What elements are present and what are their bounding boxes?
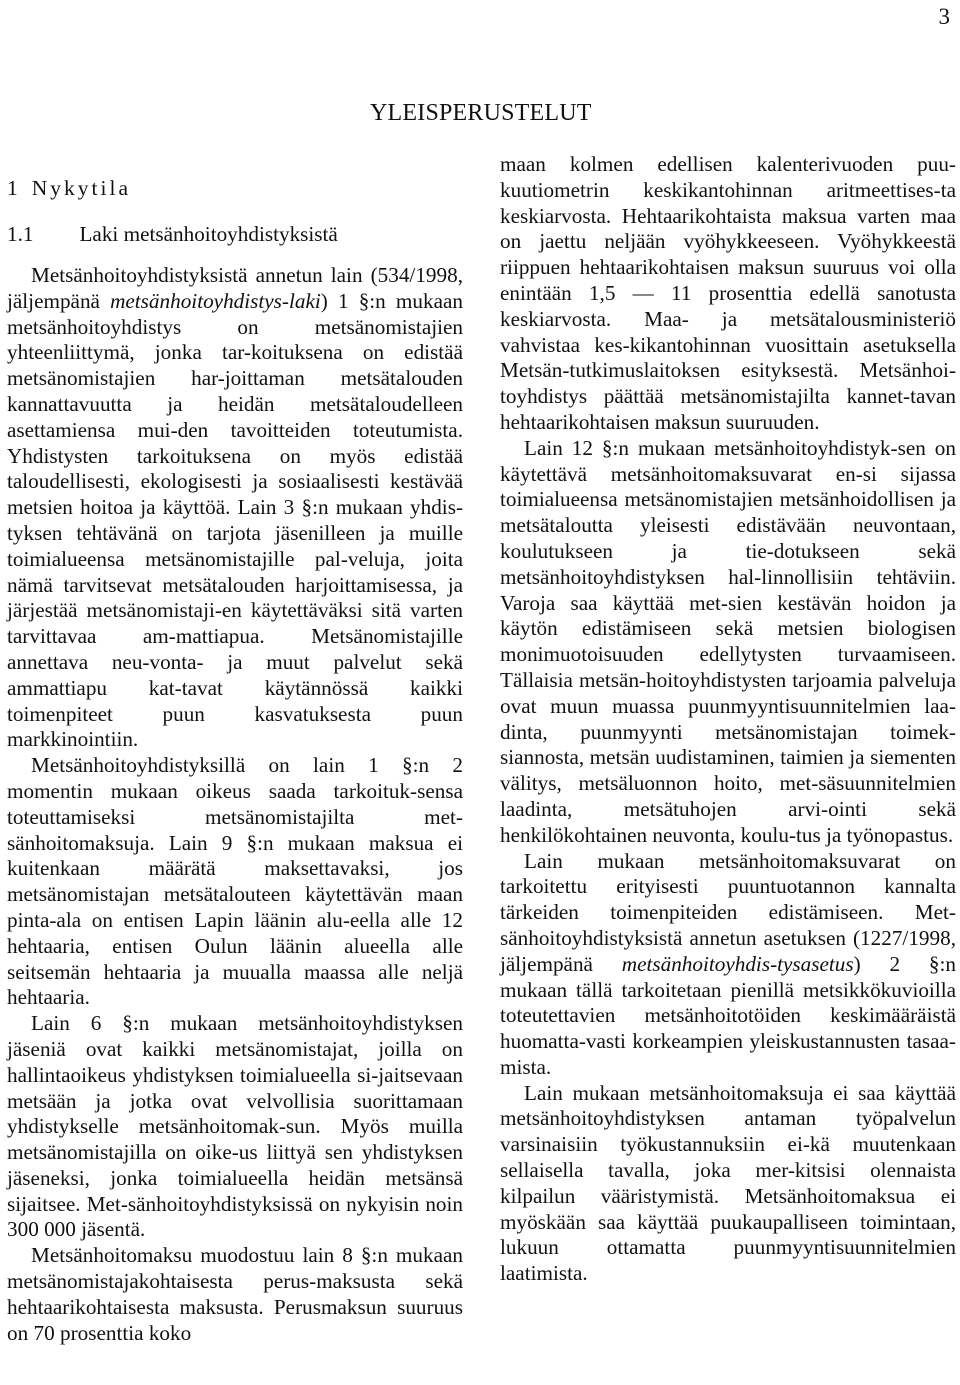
paragraph xyxy=(500,849,956,1081)
paragraph: maan kolmen edellisen kalenterivuoden puu-kuutiometrin keskikantohinnan aritmeettises-ta keskiarvosta. Hehtaarikohtaista maksua varten maa on jaettu neljään vyöhykkeeseen. Vyöhykkeestä riippuen hehtaarikohtaisen maksun suuruus voi olla enintään 1,5 — 11 prosenttia edellä sanotusta keskiarvosta. Maa- ja metsätalousministeriö vahvistaa kes-kikantohinnan vuosittain asetuksella Metsän-tutkimuslaitoksen esityksestä. Metsänhoi-toyhdistys päättää metsänomistajilta kannet-tavan hehtaarikohtaisen maksun suuruuden. xyxy=(500,152,956,434)
paragraph: Metsänhoitomaksu muodostuu lain 8 §:n mukaan metsänomistajakohtaisesta perus-maksusta sekä hehtaarikohtaisesta maksusta. Perusmaksun suuruus on 70 prosenttia koko xyxy=(7,1243,463,1345)
paragraph: Lain 6 §:n mukaan metsänhoitoyhdistyksen jäseniä ovat kaikki metsänomistajat, joilla on hallintaoikeus yhdistyksen toimialueella si-jaitsevaan metsään ja jotka ovat velvollisia suorittamaan yhdistykselle metsänhoitomak-sun. Myös muilla metsänomistajilla on oike-us liittyä sen yhdistyksen jäseneksi, jonka toimialueella heidän metsänsä sijaitsee. Met-sänhoitoyhdistyksissä on nykyisin noin 300 000 jäsentä. xyxy=(7,1011,463,1242)
italic-term: metsänhoitoyhdis-tysasetus xyxy=(621,951,854,976)
heading-2-number: 1.1 xyxy=(7,222,34,246)
text-run: ) 1 §:n mukaan metsänhoitoyhdistys on metsänomistajien yhteenliittymä, jonka tar-koituksena on edistää metsänomistajien har-joittaman metsätalouden kannattavuutta ja heidän metsätaloudelleen asettamiensa mui-den tavoitteiden toteutumista. Yhdistysten tarkoituksena on myös edistää taloudellisesti, ekologisesti ja sosiaalisesti kestävää metsien hoitoa ja käyttöä. Lain 3 §:n mukaan yhdis-tyksen tehtävänä on tarjota jäsenilleen ja muille toimialueensa metsänomistajille pal-veluja, joita nämä tarvitsevat metsätalouden harjoittamisessa, ja järjestää metsänomistaji-en käytettäväksi sitä varten tarvittavaa am-mattiapua. Metsänomistajille annettava neu-vonta- ja muut palvelut sekä ammattiapu kat-tavat käytännössä kaikki toimenpiteet puun kasvatuksesta puun markkinointiin. xyxy=(7,288,463,752)
right-column xyxy=(500,152,956,1287)
heading-1-text: Nykytila xyxy=(31,176,131,200)
left-column xyxy=(7,175,463,1346)
heading-2 xyxy=(7,221,463,247)
text-run: Lain mukaan metsänhoitomaksuvarat on tarkoitettu erityisesti puuntuotannon kannalta tärkeiden toimenpiteiden edistämiseen. Met-sänhoitoyhdistyksistä annetun asetuksen (1227/1998, jäljempänä xyxy=(500,848,956,976)
heading-2-text: Laki metsänhoitoyhdistyksistä xyxy=(79,222,338,246)
italic-term: metsänhoitoyhdistys-laki xyxy=(110,288,321,313)
paragraph xyxy=(7,263,463,753)
section-title: YLEISPERUSTELUT xyxy=(370,100,592,126)
paragraph: Lain 12 §:n mukaan metsänhoitoyhdistyk-sen on käytettävä metsänhoitomaksuvarat en-si sijassa toimialueensa metsänomistajien metsänhoidollisen ja metsätaloutta yleisesti edistävään neuvontaan, koulutukseen ja tie-dotukseen sekä metsänhoitoyhdistyksen hal-linnollisiin tehtäviin. Varoja saa käyttää met-sien kestävän hoidon ja käytön edistämiseen sekä metsien biologisen monimuotoisuuden edellytysten turvaamiseen. Tällaisia metsän-hoitoyhdistysten tarjoamia palveluja ovat muun muassa puunmyyntisuunnitelmien laa-dinta, puunmyynti metsänomistajan toimek-siannosta, metsän uudistaminen, taimien ja siementen välitys, metsäluonnon hoito, met-säsuunnitelmien laadinta, metsätuhojen arvi-ointi sekä henkilökohtainen neuvonta, koulu-tus ja työnopastus. xyxy=(500,435,956,847)
paragraph: Lain mukaan metsänhoitomaksuja ei saa käyttää metsänhoitoyhdistyksen antaman työpalvelun varsinaisiin työkustannuksiin ei-kä muutenkaan sellaisella tavalla, joka mer-kitsisi olennaista kilpailun vääristymistä. Metsänhoitomaksua ei myöskään saa käyttää puukaupalliseen toimintaan, lukuun ottamatta puunmyyntisuunnitelmien laatimista. xyxy=(500,1080,956,1286)
heading-1-number: 1 xyxy=(7,176,18,200)
text-run: ) 2 §:n mukaan tällä tarkoitetaan pienillä metsikkökuvioilla toteutettavien metsänhoitotöiden keskimääräistä huomatta-vasti korkeampien yleiskustannusten tasaa-mista. xyxy=(500,951,956,1079)
heading-1 xyxy=(7,175,463,201)
text-run: Metsänhoitoyhdistyksistä annetun lain (534/1998, jäljempänä xyxy=(7,263,463,313)
paragraph: Metsänhoitoyhdistyksillä on lain 1 §:n 2 momentin mukaan oikeus saada tarkoituk-sensa toteuttamiseksi metsänomistajilta met-sänhoitomaksuja. Lain 9 §:n mukaan maksua ei kuitenkaan määrätä maksettavaksi, jos metsänomistajan metsätalouteen käytettävän maan pinta-ala on entisen Lapin läänin alu-eella alle 12 hehtaaria, entisen Oulun läänin alueella alle seitsemän hehtaaria ja muualla maassa alle neljä hehtaaria. xyxy=(7,753,463,1010)
page-number: 3 xyxy=(938,4,950,29)
